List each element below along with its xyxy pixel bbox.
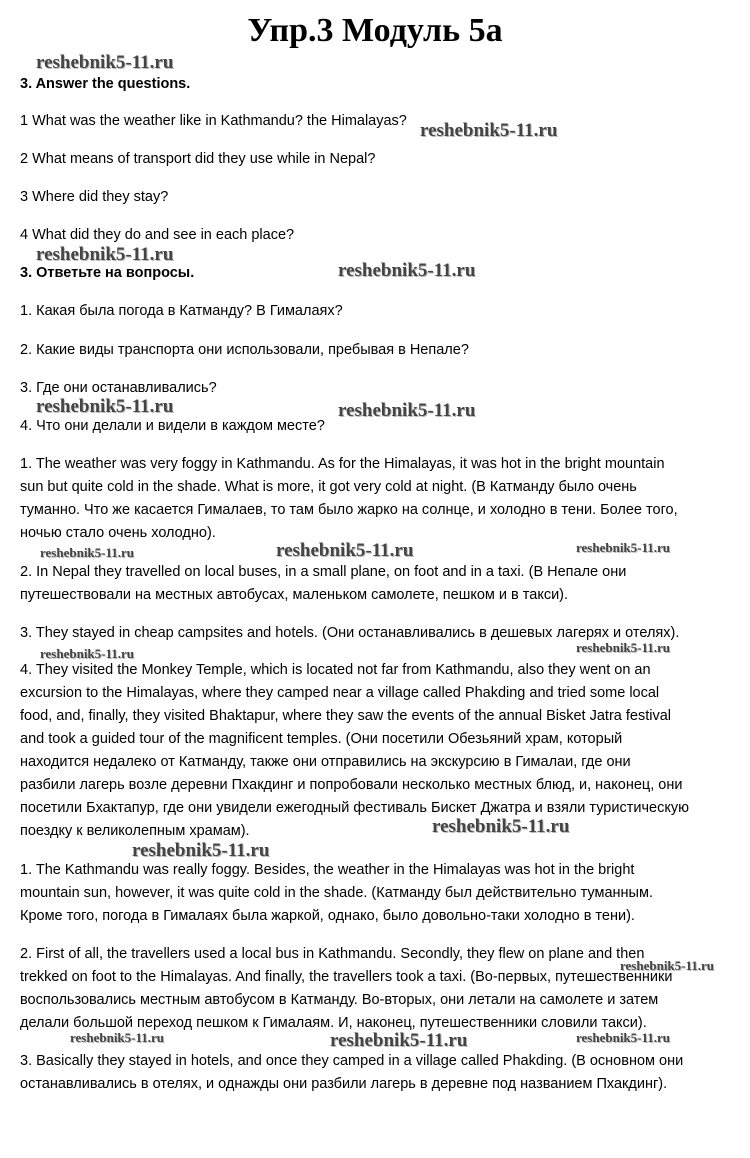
question-en-2: 2 What means of transport did they use while in Nepal? xyxy=(20,151,376,167)
page-title: Упр.3 Модуль 5а xyxy=(247,12,503,49)
answer-b1-line: mountain sun, however, it was quite cold in the shade. (Катманду был действительно туманным. xyxy=(20,885,653,901)
watermark: reshebnik5-11.ru xyxy=(36,396,174,417)
watermark: reshebnik5-11.ru xyxy=(576,640,671,655)
watermark: reshebnik5-11.ru xyxy=(36,52,174,73)
answer-b3-line: останавливались в отелях, и однажды они разбили лагерь в деревне под названием Пхакдинг). xyxy=(20,1076,668,1092)
answer-a4-line: разбили лагерь возле деревни Пхакдинг и попробовали несколько местных блюд, и, наконец, они xyxy=(20,777,683,793)
watermark: reshebnik5-11.ru xyxy=(620,958,715,973)
answer-a2-line: 2. In Nepal they travelled on local buses, in a small plane, on foot and in a taxi. (В Непале они xyxy=(20,564,627,580)
answer-a4-line: поездку к великолепным храмам). xyxy=(20,823,250,839)
answer-a1-line: 1. The weather was very foggy in Kathmandu. As for the Himalayas, it was hot in the bright mountain xyxy=(20,456,665,472)
question-en-4: 4 What did they do and see in each place? xyxy=(20,227,295,243)
answer-a4-line: food, and, finally, they visited Bhaktapur, where they saw the events of the annual Bisket Jatra festival xyxy=(20,708,671,724)
answer-a4-line: and took a guided tour of the magnificent temples. (Они посетили Обезьяний храм, который xyxy=(20,731,623,747)
answer-a3-line: 3. They stayed in cheap campsites and hotels. (Они останавливались в дешевых лагерях и отелях). xyxy=(20,625,680,641)
answer-a1-line: sun but quite cold in the shade. What is more, it got very cold at night. (В Катманду было очень xyxy=(20,479,637,495)
questions-ru-heading: 3. Ответьте на вопросы. xyxy=(20,265,195,281)
answer-a4-line: 4. They visited the Monkey Temple, which is located not far from Kathmandu, also they went on an xyxy=(20,662,651,678)
question-ru-4: 4. Что они делали и видели в каждом месте? xyxy=(20,418,325,434)
question-ru-2: 2. Какие виды транспорта они использовали, пребывая в Непале? xyxy=(20,342,469,358)
watermark: reshebnik5-11.ru xyxy=(420,120,558,141)
watermark: reshebnik5-11.ru xyxy=(276,540,414,561)
answer-b1-line: 1. The Kathmandu was really foggy. Besides, the weather in the Himalayas was hot in the bright xyxy=(20,862,635,878)
answer-a1-line: ночью стало очень холодно). xyxy=(20,525,216,541)
watermark: reshebnik5-11.ru xyxy=(576,1030,671,1045)
watermark: reshebnik5-11.ru xyxy=(36,244,174,265)
answer-b2-line: делали большой переход пешком к Гималаям. И, наконец, путешественники словили такси). xyxy=(20,1015,647,1031)
watermark: reshebnik5-11.ru xyxy=(330,1030,468,1051)
watermark: reshebnik5-11.ru xyxy=(338,260,476,281)
answer-a1-line: туманно. Что же касается Гималаев, то там было жарко на солнце, и холодно в тени. Более того, xyxy=(20,502,678,518)
answer-a4-line: excursion to the Himalayas, where they camped near a village called Phakding and tried some local xyxy=(20,685,660,701)
watermark: reshebnik5-11.ru xyxy=(132,840,270,861)
answer-b2-line: 2. First of all, the travellers used a local bus in Kathmandu. Secondly, they flew on plane and then xyxy=(20,946,645,962)
answer-a4-line: находится недалеко от Катманду, также они отправились на экскурсию в Гималаи, где они xyxy=(20,754,631,770)
watermark: reshebnik5-11.ru xyxy=(40,545,135,560)
answer-b2-line: trekked on foot to the Himalayas. And finally, the travellers took a taxi. (Во-первых, путешественники xyxy=(20,969,673,985)
question-ru-1: 1. Какая была погода в Катманду? В Гималаях? xyxy=(20,303,343,319)
answer-a4-line: посетили Бхактапур, где они увидели ежегодный фестиваль Бискет Джатра и взяли туристическую xyxy=(20,800,689,816)
question-en-1: 1 What was the weather like in Kathmandu? the Himalayas? xyxy=(20,113,407,129)
question-en-3: 3 Where did they stay? xyxy=(20,189,169,205)
answer-a2-line: путешествовали на местных автобусах, маленьком самолете, пешком и в такси). xyxy=(20,587,569,603)
watermark: reshebnik5-11.ru xyxy=(576,540,671,555)
watermark: reshebnik5-11.ru xyxy=(70,1030,165,1045)
answer-b2-line: воспользовались местным автобусом в Катманду. Во-вторых, они летали на самолете и затем xyxy=(20,992,659,1008)
question-ru-3: 3. Где они останавливались? xyxy=(20,380,217,396)
watermark: reshebnik5-11.ru xyxy=(338,400,476,421)
watermark: reshebnik5-11.ru xyxy=(40,646,135,661)
questions-en-heading: 3. Answer the questions. xyxy=(20,76,191,92)
answer-b1-line: Кроме того, погода в Гималаях была жаркой, однако, было довольно-таки холодно в тени). xyxy=(20,908,635,924)
watermark: reshebnik5-11.ru xyxy=(432,816,570,837)
answer-b3-line: 3. Basically they stayed in hotels, and once they camped in a village called Phakding. (В основном они xyxy=(20,1053,684,1069)
